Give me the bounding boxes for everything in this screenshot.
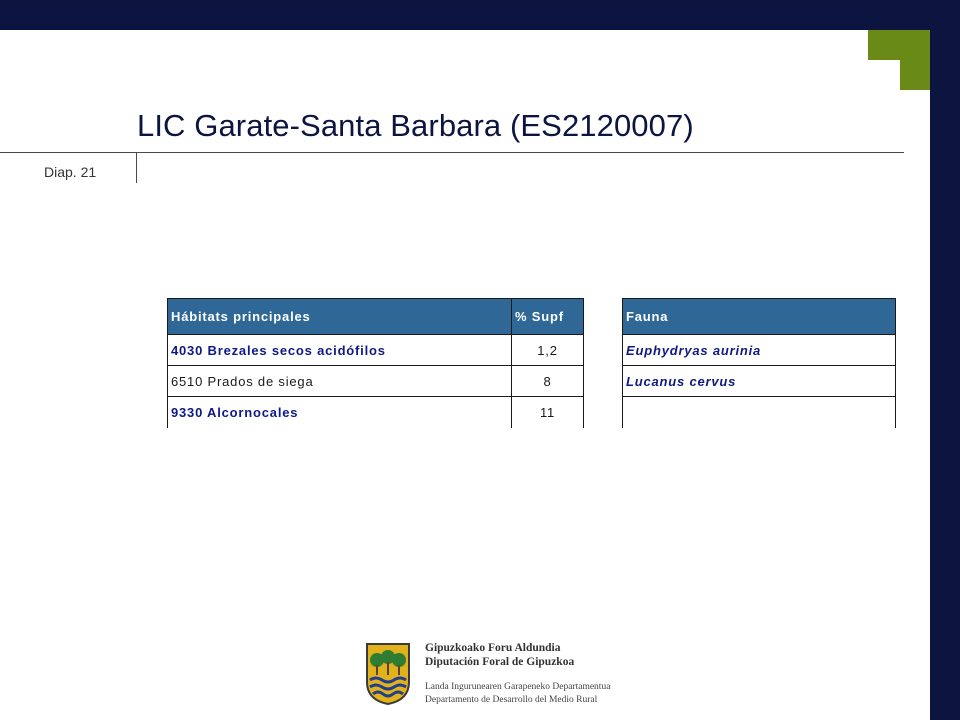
percent-cell: 8 (512, 366, 584, 397)
table-header-row (623, 299, 896, 335)
header-fauna: Fauna (623, 299, 896, 335)
habitat-cell: 9330 Alcornocales (168, 397, 512, 428)
org-name-basque: Gipuzkoako Foru Aldundia (425, 642, 561, 654)
fauna-cell: Lucanus cervus (623, 366, 896, 397)
header-percent-surface: % Supf (512, 299, 584, 335)
slide-number: Diap. 21 (44, 164, 97, 180)
top-bar (0, 0, 960, 30)
habitat-cell: 4030 Brezales secos acidófilos (168, 335, 512, 366)
table-row (623, 397, 896, 428)
header-habitats: Hábitats principales (168, 299, 512, 335)
slide-label-divider (136, 152, 137, 183)
table-row (168, 397, 584, 428)
gipuzkoa-shield-icon (365, 642, 411, 706)
org-name-spanish: Diputación Foral de Gipuzkoa (425, 656, 575, 668)
slide-title: LIC Garate-Santa Barbara (ES2120007) (137, 108, 694, 143)
habitats-table (167, 298, 584, 428)
fauna-table (622, 298, 896, 428)
table-row (623, 366, 896, 397)
table-row (168, 366, 584, 397)
table-row (168, 335, 584, 366)
right-bar (930, 0, 960, 720)
department-spanish: Departamento de Desarrollo del Medio Rural (425, 695, 598, 705)
fauna-cell: Euphydryas aurinia (623, 335, 896, 366)
table-header-row (168, 299, 584, 335)
corner-decoration-notch (868, 60, 900, 90)
percent-cell: 11 (512, 397, 584, 428)
percent-cell: 1,2 (512, 335, 584, 366)
department-basque: Landa Ingurunearen Garapeneko Departamentua (425, 682, 611, 692)
habitat-cell: 6510 Prados de siega (168, 366, 512, 397)
fauna-cell (623, 397, 896, 428)
table-row (623, 335, 896, 366)
